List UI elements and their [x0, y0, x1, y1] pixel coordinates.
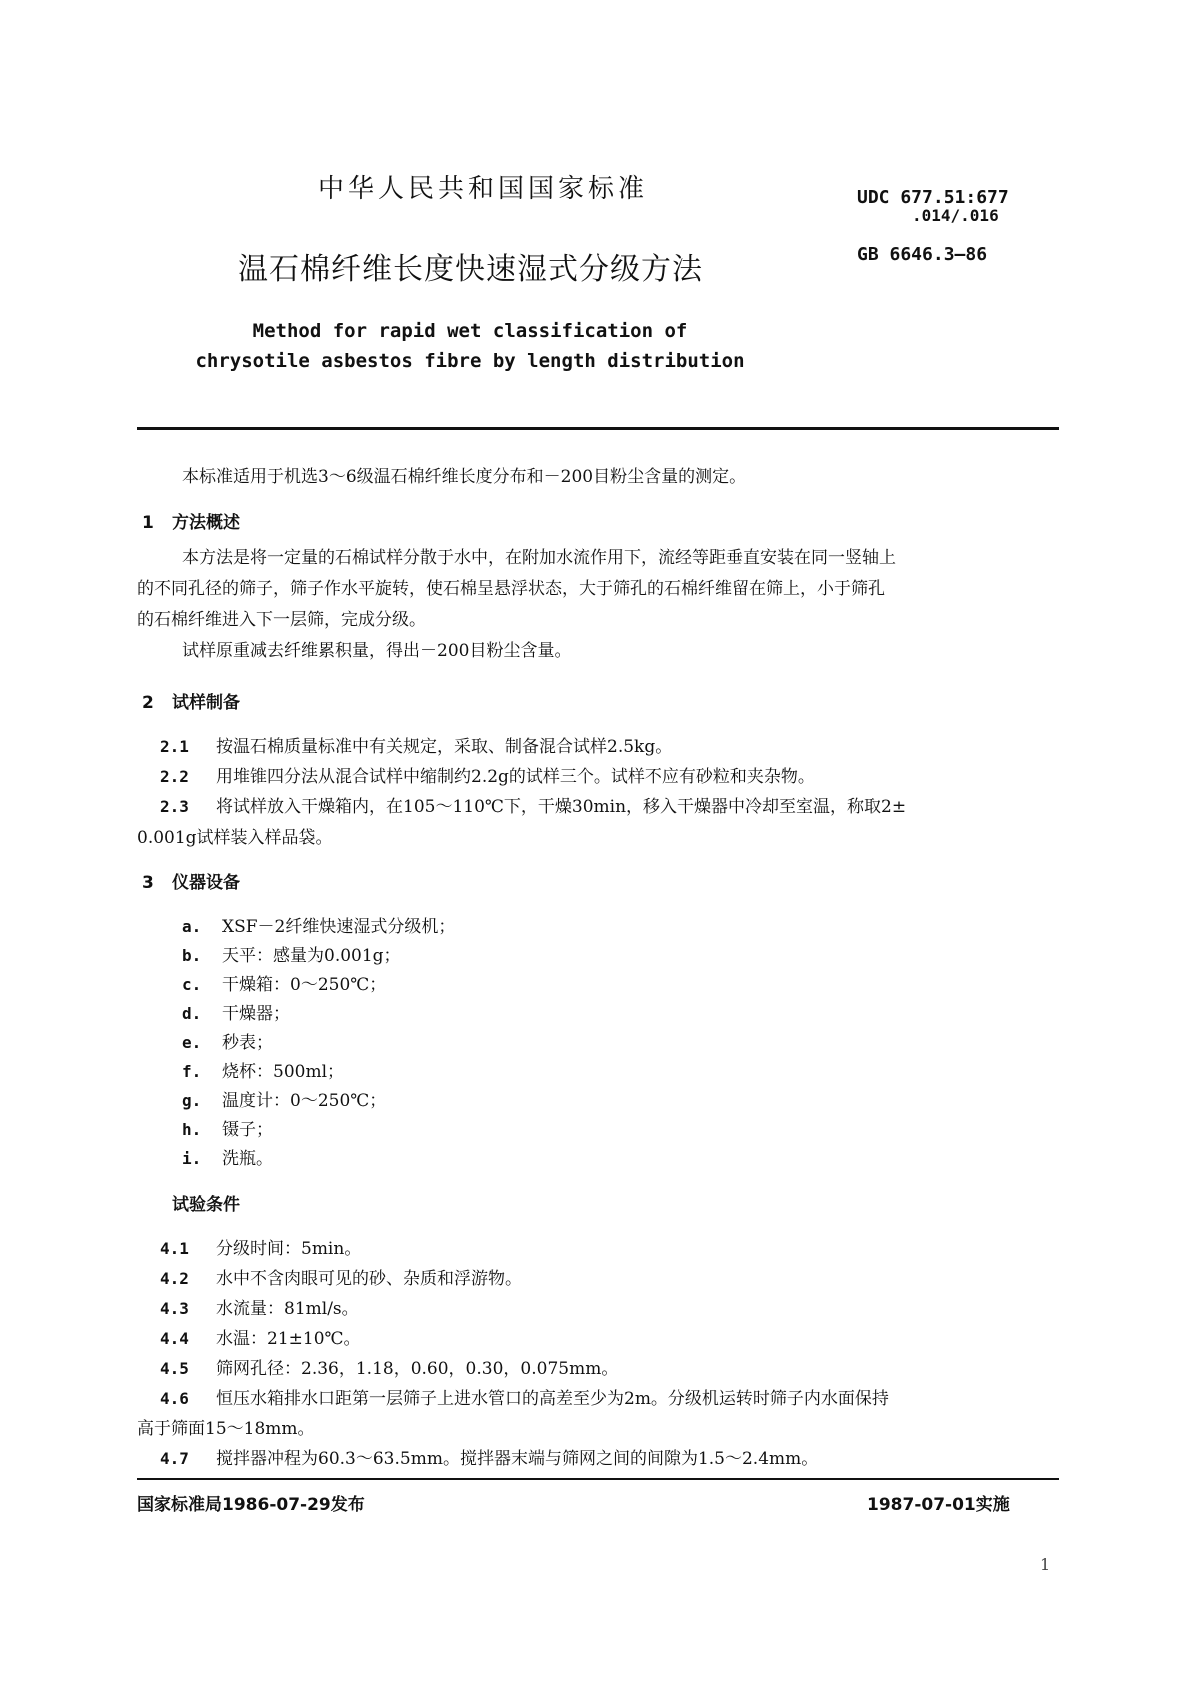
list-item [182, 970, 386, 995]
scope-text: 本标准适用于机选3～6级温石棉纤维长度分布和－200目粉尘含量的测定。 [182, 467, 747, 487]
item-text: 恒压水箱排水口距第一层筛子上进水管口的高差至少为2m。分级机运转时筛子内水面保持 [216, 1389, 889, 1409]
list-item [182, 1057, 344, 1082]
item-number: 4.6 [160, 1389, 189, 1408]
list-item [160, 792, 906, 817]
item-number: 4.3 [160, 1299, 189, 1318]
section2-title: 试样制备 [172, 693, 240, 713]
udc-code-line2: .014/.016 [912, 206, 999, 225]
section1-title: 方法概述 [172, 513, 240, 533]
title-english-line2: chrysotile asbestos fibre by length distribution [195, 350, 745, 372]
section1-paragraph2: 试样原重减去纤维累积量，得出－200目粉尘含量。 [182, 641, 572, 661]
footer-rule [137, 1478, 1059, 1480]
section1-p1-line3: 的石棉纤维进入下一层筛，完成分级。 [137, 610, 426, 630]
title-chinese: 温石棉纤维长度快速湿式分级方法 [238, 252, 703, 287]
item-text: 水温：21±10℃。 [216, 1329, 361, 1349]
item-letter: e. [182, 1033, 202, 1052]
list-item [160, 1264, 522, 1289]
item-number: 4.2 [160, 1269, 189, 1288]
item-text: 水流量：81ml/s。 [216, 1299, 359, 1319]
national-standard-heading: 中华人民共和国国家标准 [318, 174, 649, 204]
list-item [160, 762, 815, 787]
item-letter: d. [182, 1004, 202, 1023]
section1-paragraph1 [137, 543, 1057, 667]
list-item [182, 999, 290, 1024]
list-item [182, 1115, 273, 1140]
section1-p1-line1: 本方法是将一定量的石棉试样分散于水中，在附加水流作用下，流经等距垂直安装在同一竖轴上 [182, 548, 896, 568]
section3-title: 仪器设备 [172, 873, 240, 893]
item-number: 4.7 [160, 1449, 189, 1468]
item-text: 搅拌器冲程为60.3～63.5mm。搅拌器末端与筛网之间的间隙为1.5～2.4mm。 [216, 1449, 819, 1469]
title-english-line1: Method for rapid wet classification of [252, 320, 688, 342]
section3-number: 3 [142, 873, 154, 893]
item-text: 温度计：0～250℃； [222, 1091, 387, 1111]
item-number: 4.4 [160, 1329, 189, 1348]
item-letter: c. [182, 975, 202, 994]
item-number: 4.5 [160, 1359, 189, 1378]
item-continuation: 0.001g试样装入样品袋。 [137, 828, 333, 848]
item-text: XSF－2纤维快速湿式分级机； [222, 917, 456, 937]
item-text: 洗瓶。 [222, 1149, 273, 1169]
item-letter: f. [182, 1062, 202, 1081]
item-text: 分级时间：5min。 [216, 1239, 362, 1259]
section1-number: 1 [142, 513, 154, 533]
list-item [160, 1444, 818, 1469]
effective-date: 1987-07-01实施 [867, 1495, 1010, 1515]
item-text: 镊子； [222, 1120, 273, 1140]
section2-number: 2 [142, 693, 154, 713]
list-item [160, 732, 672, 757]
list-item [160, 1294, 359, 1319]
item-text: 水中不含肉眼可见的砂、杂质和浮游物。 [216, 1269, 522, 1289]
item-text: 按温石棉质量标准中有关规定，采取、制备混合试样2.5kg。 [216, 737, 673, 757]
item-letter: g. [182, 1091, 202, 1110]
section3-heading [142, 868, 240, 893]
gb-code: GB 6646.3—86 [857, 244, 988, 265]
section2-heading [142, 688, 240, 713]
item-text: 烧杯：500ml； [222, 1062, 345, 1082]
item-text: 秒表； [222, 1033, 273, 1053]
list-item [160, 1384, 889, 1409]
item-text: 天平：感量为0.001g； [222, 946, 401, 966]
item-text: 筛网孔径：2.36，1.18，0.60，0.30，0.075mm。 [216, 1359, 619, 1379]
item-letter: i. [182, 1149, 202, 1168]
list-item [182, 1028, 273, 1053]
udc-code-line1: UDC 677.51:677 [857, 187, 1009, 208]
issued-date: 国家标准局1986-07-29发布 [137, 1495, 365, 1515]
list-item [182, 1144, 273, 1169]
item-letter: b. [182, 946, 202, 965]
list-item [160, 1324, 361, 1349]
item-text: 干燥器； [222, 1004, 290, 1024]
list-item [160, 1354, 618, 1379]
item-number: 2.2 [160, 767, 189, 786]
list-item [160, 1234, 361, 1259]
section1-p1-line2: 的不同孔径的筛子，筛子作水平旋转，使石棉呈悬浮状态，大于筛孔的石棉纤维留在筛上，小于筛孔 [137, 579, 885, 599]
item-number: 4.1 [160, 1239, 189, 1258]
list-item [182, 1086, 386, 1111]
item-letter: a. [182, 917, 202, 936]
item-text: 将试样放入干燥箱内，在105～110℃下，干燥30min，移入干燥器中冷却至室温，称取2± [216, 797, 907, 817]
item-text: 用堆锥四分法从混合试样中缩制约2.2g的试样三个。试样不应有砂粒和夹杂物。 [216, 767, 815, 787]
page-number: 1 [1040, 1555, 1051, 1574]
header-rule [137, 427, 1059, 430]
list-item [182, 912, 455, 937]
list-item [182, 941, 401, 966]
item-letter: h. [182, 1120, 202, 1139]
item-number: 2.1 [160, 737, 189, 756]
section1-heading [142, 508, 240, 533]
item-text: 干燥箱：0～250℃； [222, 975, 387, 995]
item-continuation: 高于筛面15～18mm。 [137, 1419, 315, 1439]
item-number: 2.3 [160, 797, 189, 816]
section4-title: 试验条件 [172, 1195, 240, 1215]
